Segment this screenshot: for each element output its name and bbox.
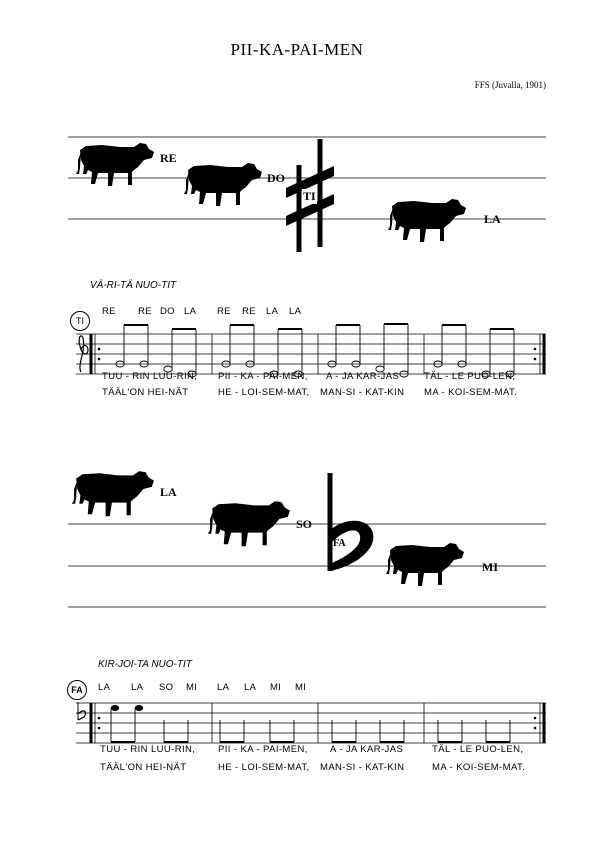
solfege: RE xyxy=(217,306,231,317)
solfege: LA xyxy=(217,682,230,693)
solfege: LA xyxy=(98,682,111,693)
cow-icon xyxy=(76,143,154,186)
lyric: TUU - RIN LUU-RIN, xyxy=(100,744,196,755)
solfege: RE xyxy=(242,306,256,317)
note-label-la: LA xyxy=(160,485,177,499)
note-label-fa: FA xyxy=(333,538,346,549)
lyric: MA - KOI-SEM-MAT. xyxy=(424,387,518,398)
cow-icon xyxy=(72,471,154,516)
lyric: PII - KA - PAI-MEN, xyxy=(218,371,308,382)
solfege: MI xyxy=(186,682,198,693)
note-label-do: DO xyxy=(267,171,285,185)
solfege: LA xyxy=(244,682,257,693)
key-circle: TI xyxy=(70,311,90,331)
solfege: MI xyxy=(270,682,282,693)
solfege: SO xyxy=(159,682,174,693)
lyric: TÄL - LE PUO-LEN, xyxy=(424,371,516,382)
lyric: TUU - RIN LUU-RIN, xyxy=(102,371,198,382)
exercise-staff-2 xyxy=(76,703,546,743)
lyric: TÄL - LE PUO-LEN, xyxy=(432,744,524,755)
note-label-la: LA xyxy=(484,212,501,226)
solfege: RE xyxy=(138,306,152,317)
lyric: HE - LOI-SEM-MAT, xyxy=(218,387,310,398)
note-label-re: RE xyxy=(160,151,177,165)
solfege: LA xyxy=(184,306,197,317)
page-title: PII-KA-PAI-MEN xyxy=(230,40,364,59)
lyric: PII - KA - PAI-MEN, xyxy=(218,744,308,755)
note-group xyxy=(116,324,514,377)
lyric: MAN-SI - KAT-KIN xyxy=(320,762,405,773)
exercise-heading: KIR-JOI-TA NUO-TIT xyxy=(98,659,192,670)
lyric: TÄÄL'ON HEI-NÄT xyxy=(102,387,189,398)
note-group xyxy=(111,705,143,742)
exercise-heading: VÄ-RI-TÄ NUO-TIT xyxy=(90,280,177,291)
lyric: A - JA KAR-JAS xyxy=(330,744,404,755)
solfege: LA xyxy=(289,306,302,317)
lyric: HE - LOI-SEM-MAT, xyxy=(218,762,310,773)
lyric: MA - KOI-SEM-MAT. xyxy=(432,762,526,773)
flat-sign-icon xyxy=(330,473,373,571)
solfege: DO xyxy=(160,306,175,317)
credit-line: FFS (Juvalla, 1901) xyxy=(474,80,546,90)
cow-icon xyxy=(388,199,466,242)
note-label-ti: TI xyxy=(303,189,316,203)
solfege: MI xyxy=(295,682,307,693)
lyric: A - JA KAR-JAS xyxy=(326,371,400,382)
solfege: RE xyxy=(102,306,116,317)
exercise-staff-1 xyxy=(76,334,546,374)
staff-top-2 xyxy=(68,524,546,607)
key-circle: FA xyxy=(67,680,87,700)
cow-icon xyxy=(386,543,464,586)
lyric: MAN-SI - KAT-KIN xyxy=(320,387,405,398)
solfege: LA xyxy=(131,682,144,693)
note-label-mi: MI xyxy=(482,560,498,574)
solfege: LA xyxy=(266,306,279,317)
note-label-so: SO xyxy=(296,517,313,531)
lyric: TÄÄL'ON HEI-NÄT xyxy=(100,762,187,773)
key-flat-icon xyxy=(78,702,86,720)
cow-icon xyxy=(184,163,262,206)
